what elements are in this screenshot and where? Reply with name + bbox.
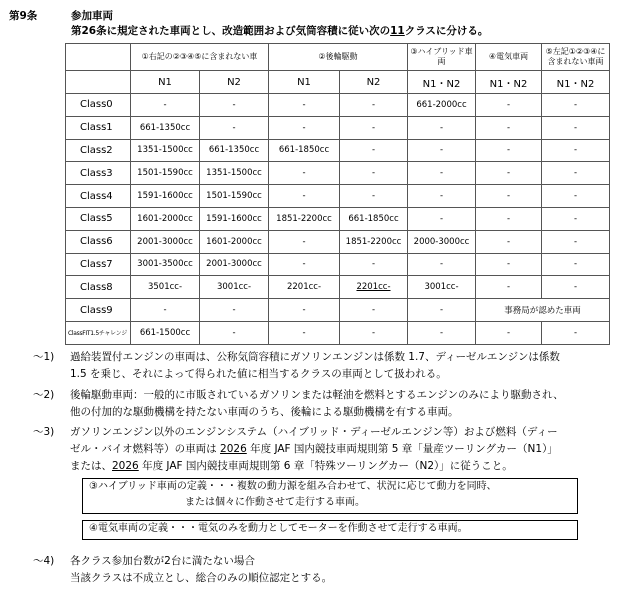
article-number: 第9条 xyxy=(9,10,38,22)
table-cell: - xyxy=(408,299,476,322)
table-cell: - xyxy=(476,253,542,276)
table-cell: 1591-1600cc xyxy=(200,207,269,230)
table-cell: - xyxy=(269,116,340,139)
sub-header: N1 xyxy=(269,71,340,94)
table-cell: 3501cc- xyxy=(131,276,200,299)
table-cell: - xyxy=(408,207,476,230)
table-cell: - xyxy=(542,253,610,276)
table-cell: - xyxy=(269,230,340,253)
table-cell: - xyxy=(476,207,542,230)
table-cell: - xyxy=(476,321,542,344)
note-2-line-2: 他の付加的な駆動機構を持たない車両のうち、後輪による駆動機構を有する車両。 xyxy=(70,406,459,418)
table-cell: - xyxy=(340,299,408,322)
intro-before: 第26条に規定された車両とし、改造範囲および気筒容積に従い次の xyxy=(71,25,391,37)
table-cell: - xyxy=(542,139,610,162)
class-label: Class8 xyxy=(66,276,131,299)
table-subheader-row xyxy=(66,71,610,94)
sub-header: N1 xyxy=(131,71,200,94)
class-label: Class9 xyxy=(66,299,131,322)
table-row xyxy=(66,116,610,139)
table-cell: - xyxy=(340,162,408,185)
table-cell: - xyxy=(476,94,542,117)
table-cell: - xyxy=(542,207,610,230)
class-label: Class6 xyxy=(66,230,131,253)
note-3-line-3-a: または、 xyxy=(70,460,112,472)
class-label: Class2 xyxy=(66,139,131,162)
table-row xyxy=(66,299,610,322)
note-4-marker: ～4) xyxy=(33,555,55,567)
note-3-year-1: 2026 xyxy=(220,443,247,455)
table-row xyxy=(66,321,610,344)
table-cell: 661-1850cc xyxy=(340,207,408,230)
table-row xyxy=(66,185,610,208)
table-cell: - xyxy=(476,185,542,208)
class-label: Class7 xyxy=(66,253,131,276)
table-cell: 1601-2000cc xyxy=(200,230,269,253)
note-2-marker: ～2) xyxy=(33,389,55,401)
class-label: Class0 xyxy=(66,94,131,117)
group-header: ②後輪駆動 xyxy=(269,44,408,71)
table-cell: 1501-1590cc xyxy=(131,162,200,185)
table-cell: 3001cc- xyxy=(200,276,269,299)
table-cell: 事務局が認めた車両 xyxy=(476,299,610,322)
table-cell: 661-2000cc xyxy=(408,94,476,117)
intro-text xyxy=(71,23,488,38)
table-cell: - xyxy=(542,162,610,185)
table-cell: - xyxy=(476,162,542,185)
note-3-line-1: ガソリンエンジン以外のエンジンシステム（ハイブリッド・ディーゼルエンジン等）および燃料（ディー xyxy=(70,426,558,438)
table-cell: 2201cc- xyxy=(340,276,408,299)
group-header: ⑤左記①②③④に含まれない車両 xyxy=(542,44,610,71)
table-cell: 1851-2200cc xyxy=(269,207,340,230)
note-3-year-2: 2026 xyxy=(112,460,139,472)
table-cell: 1351-1500cc xyxy=(131,139,200,162)
electric-definition-line-1: ④電気車両の定義・・・電気のみを動力としてモーターを作動させて走行する車両。 xyxy=(89,523,468,534)
table-cell: - xyxy=(408,116,476,139)
note-4-line-2: 当該クラスは不成立とし、総合のみの順位認定とする。 xyxy=(70,572,333,584)
sub-header: N1・N2 xyxy=(408,71,476,94)
table-cell: 1591-1600cc xyxy=(131,185,200,208)
table-cell: - xyxy=(269,299,340,322)
table-cell: 1601-2000cc xyxy=(131,207,200,230)
table-row xyxy=(66,139,610,162)
sub-header: N2 xyxy=(200,71,269,94)
table-cell: - xyxy=(542,276,610,299)
table-cell: - xyxy=(408,321,476,344)
table-row xyxy=(66,94,610,117)
table-cell: - xyxy=(269,253,340,276)
table-cell: - xyxy=(476,116,542,139)
table-cell: - xyxy=(408,185,476,208)
table-cell: - xyxy=(269,321,340,344)
table-row xyxy=(66,230,610,253)
table-cell: 1351-1500cc xyxy=(200,162,269,185)
table-cell: - xyxy=(340,185,408,208)
table-cell: - xyxy=(340,321,408,344)
table-row xyxy=(66,253,610,276)
note-3-line-2 xyxy=(70,441,558,457)
note-2-line-1: 後輪駆動車両：一般的に市販されているガソリンまたは軽油を燃料とするエンジンのみにより駆動され、 xyxy=(70,389,564,401)
electric-definition-box xyxy=(82,520,578,540)
note-3-line-3 xyxy=(70,458,513,474)
table-cell: - xyxy=(269,162,340,185)
note-3-marker: ～3) xyxy=(33,426,55,438)
table-cell: - xyxy=(340,94,408,117)
table-cell: 1851-2200cc xyxy=(340,230,408,253)
table-cell: - xyxy=(476,139,542,162)
corner-cell xyxy=(66,44,131,71)
hybrid-definition-box xyxy=(82,478,578,514)
table-row xyxy=(66,276,610,299)
intro-count: 11 xyxy=(390,25,405,37)
sub-header: N1・N2 xyxy=(542,71,610,94)
note-3-line-2-b: 年度 JAF 国内競技車両規則第 5 章「量産ツーリングカー（N1）」 xyxy=(246,443,558,455)
table-cell: - xyxy=(200,321,269,344)
table-row xyxy=(66,162,610,185)
table-cell: 1501-1590cc xyxy=(200,185,269,208)
sub-header: N2 xyxy=(340,71,408,94)
group-header: ④電気車両 xyxy=(476,44,542,71)
table-cell: 2000-3000cc xyxy=(408,230,476,253)
note-1-line-2: 1.5 を乗じ、それによって得られた値に相当するクラスの車両として扱われる。 xyxy=(70,368,447,380)
table-cell: 661-1500cc xyxy=(131,321,200,344)
table-cell: - xyxy=(542,94,610,117)
table-cell: - xyxy=(131,299,200,322)
note-1-line-1: 過給装置付エンジンの車両は、公称気筒容積にガソリンエンジンは係数 1.7、ディーゼルエンジンは係数 xyxy=(70,351,560,363)
table-row xyxy=(66,207,610,230)
hybrid-definition-line-2: または個々に作動させて走行する車両。 xyxy=(185,497,365,508)
table-cell: - xyxy=(340,139,408,162)
table-cell: - xyxy=(200,299,269,322)
class-label: Class4 xyxy=(66,185,131,208)
table-header-row xyxy=(66,44,610,71)
article-title: 参加車両 xyxy=(71,10,113,22)
hybrid-definition-line-1: ③ハイブリッド車両の定義・・・複数の動力源を組み合わせて、状況に応じて動力を同時、 xyxy=(89,481,497,492)
table-cell: 661-1850cc xyxy=(269,139,340,162)
table-cell: 2001-3000cc xyxy=(200,253,269,276)
table-cell: - xyxy=(476,230,542,253)
table-cell: - xyxy=(340,116,408,139)
table-cell: - xyxy=(200,94,269,117)
table-cell: 661-1350cc xyxy=(200,139,269,162)
note-3-line-2-a: ゼル・バイオ燃料等）の車両は xyxy=(70,443,221,455)
table-cell: - xyxy=(542,321,610,344)
table-cell: - xyxy=(542,116,610,139)
table-cell: - xyxy=(269,185,340,208)
class-label: Class3 xyxy=(66,162,131,185)
note-1-marker: ～1) xyxy=(33,351,55,363)
table-cell: 2201cc- xyxy=(269,276,340,299)
table-cell: - xyxy=(476,276,542,299)
table-cell: - xyxy=(408,139,476,162)
sub-header: N1・N2 xyxy=(476,71,542,94)
class-label: Class5 xyxy=(66,207,131,230)
class-label: Class1 xyxy=(66,116,131,139)
table-cell: 3001-3500cc xyxy=(131,253,200,276)
table-cell: - xyxy=(542,230,610,253)
class-table xyxy=(65,43,610,345)
table-cell: 661-1350cc xyxy=(131,116,200,139)
note-3-line-3-b: 年度 JAF 国内競技車両規則第 6 章「特殊ツーリングカー（N2）」に従うこと。 xyxy=(138,460,513,472)
table-cell: 3001cc- xyxy=(408,276,476,299)
group-header: ③ハイブリッド車両 xyxy=(408,44,476,71)
table-cell: - xyxy=(542,185,610,208)
table-cell: 2001-3000cc xyxy=(131,230,200,253)
table-cell: - xyxy=(408,253,476,276)
intro-after: クラスに分ける。 xyxy=(404,25,489,37)
note-4-line-1: 各クラス参加台数が2台に満たない場合 xyxy=(70,555,255,567)
table-cell: - xyxy=(131,94,200,117)
class-label: ClassFIT1.5チャレンジ xyxy=(66,321,131,344)
table-cell: - xyxy=(340,253,408,276)
group-header: ①右記の②③④⑤に含まれない車 xyxy=(131,44,269,71)
table-cell: - xyxy=(408,162,476,185)
table-cell: - xyxy=(269,94,340,117)
corner-cell xyxy=(66,71,131,94)
table-cell: - xyxy=(200,116,269,139)
